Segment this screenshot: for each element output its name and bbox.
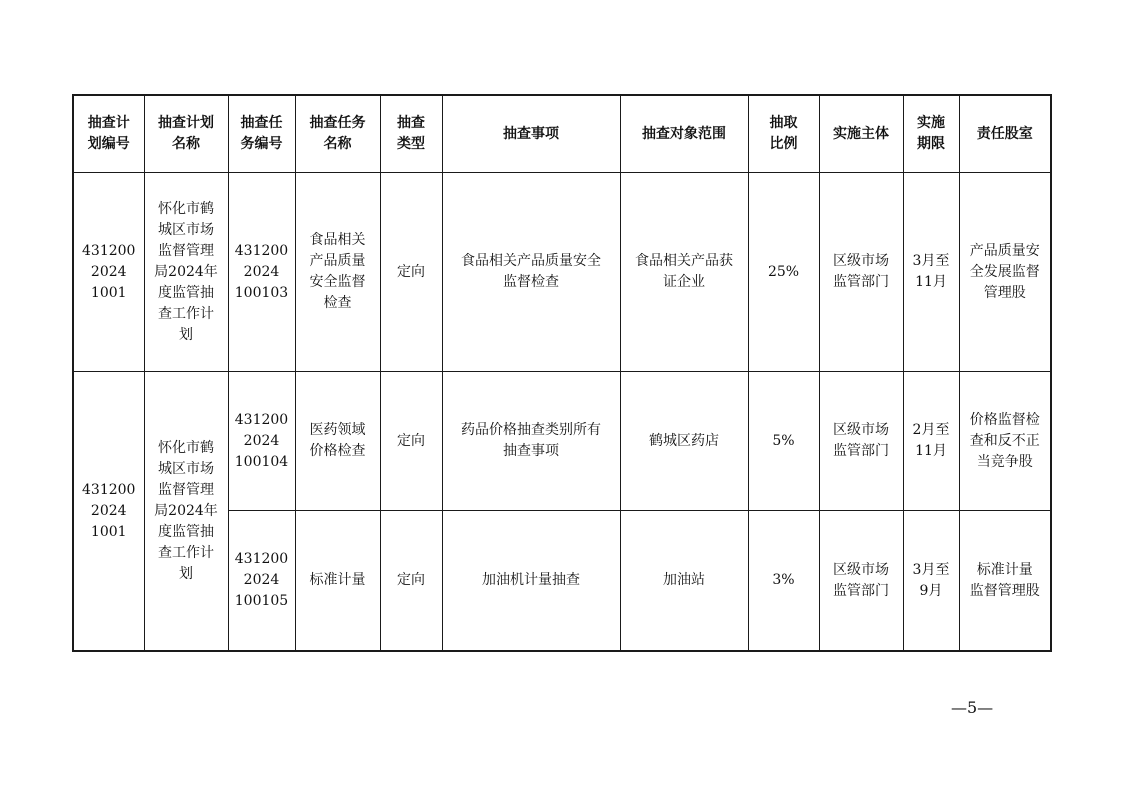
cell-scope: 加油站	[620, 511, 748, 652]
page-number: —5—	[951, 698, 994, 717]
table-row	[73, 372, 1051, 511]
cell-plan-no: 431200 2024 1001	[73, 173, 144, 372]
cell-dept: 标准计量 监督管理股	[959, 511, 1051, 652]
cell-task-name: 食品相关 产品质量 安全监督 检查	[295, 173, 380, 372]
cell-task-no: 431200 2024 100105	[228, 511, 295, 652]
cell-dept: 产品质量安 全发展监督 管理股	[959, 173, 1051, 372]
header-item: 抽查事项	[442, 95, 620, 173]
cell-item: 药品价格抽查类别所有 抽查事项	[442, 372, 620, 511]
header-task-name: 抽查任务 名称	[295, 95, 380, 173]
cell-executor: 区级市场 监管部门	[819, 173, 903, 372]
cell-task-no: 431200 2024 100104	[228, 372, 295, 511]
header-plan-no: 抽查计 划编号	[73, 95, 144, 173]
cell-scope: 鹤城区药店	[620, 372, 748, 511]
cell-executor: 区级市场 监管部门	[819, 372, 903, 511]
header-type: 抽查 类型	[380, 95, 442, 173]
cell-plan-no: 431200 2024 1001	[73, 372, 144, 652]
cell-type: 定向	[380, 372, 442, 511]
cell-dept: 价格监督检 查和反不正 当竞争股	[959, 372, 1051, 511]
cell-period: 3月至 9月	[903, 511, 959, 652]
header-scope: 抽查对象范围	[620, 95, 748, 173]
table-header-row	[73, 95, 1051, 173]
cell-plan-name: 怀化市鹤 城区市场 监督管理 局2024年 度监管抽 查工作计 划	[144, 372, 228, 652]
cell-ratio: 5%	[748, 372, 819, 511]
cell-task-name: 医药领域 价格检查	[295, 372, 380, 511]
cell-period: 2月至 11月	[903, 372, 959, 511]
table-row	[73, 173, 1051, 372]
inspection-plan-table	[72, 94, 1052, 652]
header-task-no: 抽查任 务编号	[228, 95, 295, 173]
cell-ratio: 25%	[748, 173, 819, 372]
cell-ratio: 3%	[748, 511, 819, 652]
cell-task-name: 标准计量	[295, 511, 380, 652]
cell-period: 3月至 11月	[903, 173, 959, 372]
cell-type: 定向	[380, 511, 442, 652]
cell-scope: 食品相关产品获 证企业	[620, 173, 748, 372]
cell-item: 加油机计量抽查	[442, 511, 620, 652]
cell-item: 食品相关产品质量安全 监督检查	[442, 173, 620, 372]
header-executor: 实施主体	[819, 95, 903, 173]
header-ratio: 抽取 比例	[748, 95, 819, 173]
cell-plan-name: 怀化市鹤 城区市场 监督管理 局2024年 度监管抽 查工作计 划	[144, 173, 228, 372]
cell-executor: 区级市场 监管部门	[819, 511, 903, 652]
header-plan-name: 抽查计划 名称	[144, 95, 228, 173]
cell-task-no: 431200 2024 100103	[228, 173, 295, 372]
header-dept: 责任股室	[959, 95, 1051, 173]
header-period: 实施 期限	[903, 95, 959, 173]
cell-type: 定向	[380, 173, 442, 372]
